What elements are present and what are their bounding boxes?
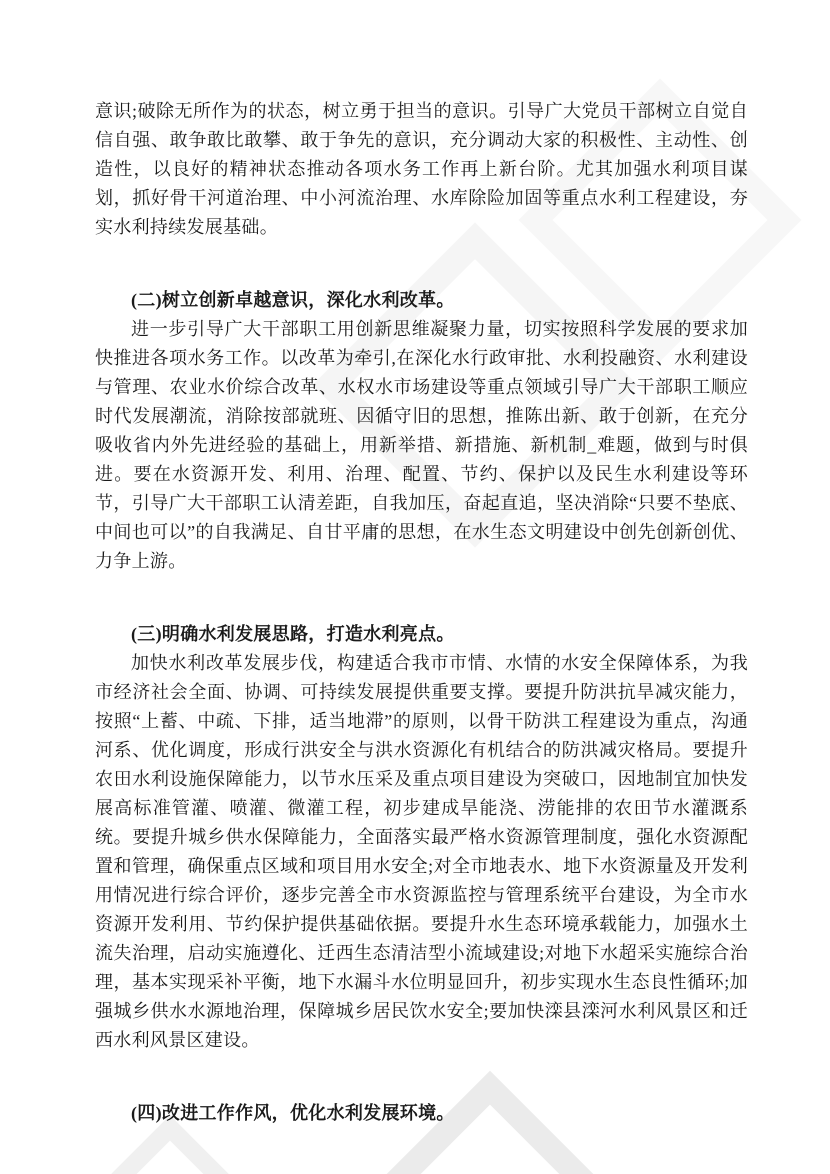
paragraph-section-3: 加快水利改革发展步伐，构建适合我市市情、水情的水安全保障体系，为我市经济社会全面、协调、可持续发展提供重要支撑。要提升防洪抗旱减灾能力，按照“上蓄、中疏、下排，适当地滞”的原则，以骨干防洪工程建设为重点，沟通河系、优化调度，形成行洪安全与洪水资源化有机结合的防洪减灾格局。要提升农田水利设施保障能力，以节水压采及重点项目建设为突破口，因地制宜加快发展高标准管灌、喷灌、微灌工程，初步建成旱能浇、涝能排的农田节水灌溉系统。要提升城乡供水保障能力，全面落实最严格水资源管理制度，强化水资源配置和管理，确保重点区域和项目用水安全;对全市地表水、地下水资源量及开发利用情况进行综合评价，逐步完善全市水资源监控与管理系统平台建设，为全市水资源开发利用、节约保护提供基础依据。要提升水生态环境承载能力，加强水土流失治理，启动实施遵化、迁西生态清洁型小流域建设;对地下水超采实施综合治理，基本实现采补平衡，地下水漏斗水位明显回升，初步实现水生态良性循环;加强城乡供水水源地治理，保障城乡居民饮水安全;要加快滦县滦河水利风景区和迁西水利风景区建设。 [95,653,748,1050]
section-heading-3: (三)明确水利发展思路，打造水利亮点。 [131,624,455,644]
paragraph-section-2: 进一步引导广大干部职工用创新思维凝聚力量，切实按照科学发展的要求加快推进各项水务工作。以改革为牵引,在深化水行政审批、水利投融资、水利建设与管理、农业水价综合改革、水权水市场建设等重点领域引导广大干部职工顺应时代发展潮流，消除按部就班、因循守旧的思想，推陈出新、敢于创新，在充分吸收省内外先进经验的基础上，用新举措、新措施、新机制_难题，做到与时俱进。要在水资源开发、利用、治理、配置、节约、保护以及民生水利建设等环节，引导广大干部职工认清差距，自我加压，奋起直追，坚决消除“只要不垫底、中间也可以”的自我满足、自甘平庸的思想，在水生态文明建设中创先创新创优、力争上游。 [95,319,748,571]
paragraph-continuation: 意识;破除无所作为的状态，树立勇于担当的意识。引导广大党员干部树立自觉自信自强、敢争敢比敢攀、敢于争先的意识，充分调动大家的积极性、主动性、创造性，以良好的精神状态推动各项水务工作再上新台阶。尤其加强水利项目谋划，抓好骨干河道治理、中小河流治理、水库除险加固等重点水利工程建设，夯实水利持续发展基础。 [95,101,748,237]
section-heading-4: (四)改进工作作风，优化水利发展环境。 [131,1103,455,1123]
section-heading-2: (二)树立创新卓越意识，深化水利改革。 [131,290,455,310]
